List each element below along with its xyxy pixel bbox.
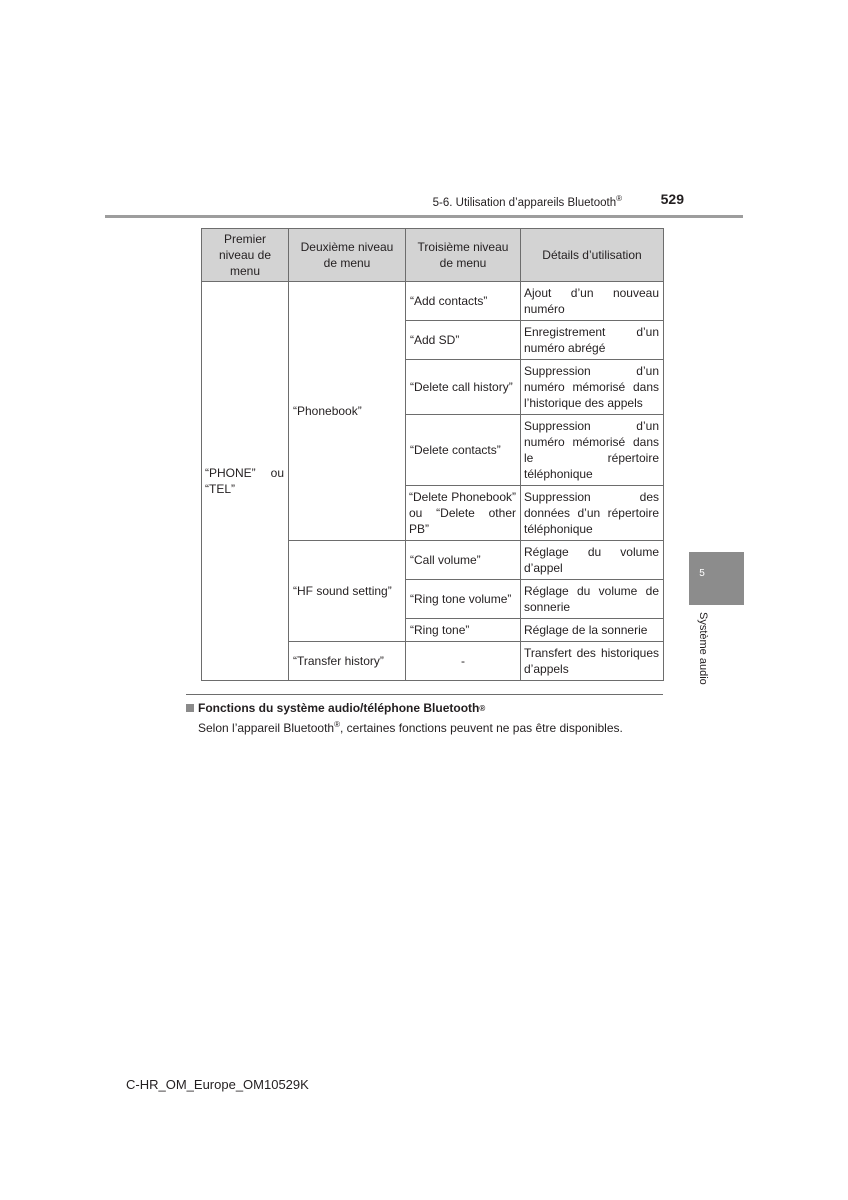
details-cell: Réglage du volume de sonnerie bbox=[521, 580, 664, 619]
column-header-first-level: Premier niveau de menu bbox=[202, 229, 289, 282]
page-number: 529 bbox=[660, 191, 684, 207]
details-cell: Réglage de la sonnerie bbox=[521, 619, 664, 642]
details-cell: Ajout d’un nouveau numéro bbox=[521, 282, 664, 321]
details-cell: Réglage du volume d’appel bbox=[521, 541, 664, 580]
section-paragraph bbox=[198, 720, 623, 735]
third-level-cell: “Add SD” bbox=[406, 321, 521, 360]
third-level-cell: “Call volume” bbox=[406, 541, 521, 580]
header-divider bbox=[105, 215, 743, 218]
column-header-second-level: Deuxième niveau de menu bbox=[289, 229, 406, 282]
details-cell: Transfert des historiques d’appels bbox=[521, 642, 664, 681]
registered-mark: ® bbox=[616, 194, 622, 203]
details-cell: Suppression d’un numéro mémorisé dans l’historique des appels bbox=[521, 360, 664, 415]
table-row bbox=[202, 282, 664, 321]
registered-mark: ® bbox=[334, 720, 341, 729]
third-level-cell: “Ring tone volume” bbox=[406, 580, 521, 619]
second-level-cell: “Phonebook” bbox=[289, 282, 406, 541]
section-text-before: Selon l’appareil Bluetooth bbox=[198, 721, 335, 735]
chapter-number: 5 bbox=[699, 568, 705, 579]
column-header-third-level: Troisième niveau de menu bbox=[406, 229, 521, 282]
third-level-cell: - bbox=[406, 642, 521, 681]
third-level-cell: “Ring tone” bbox=[406, 619, 521, 642]
column-header-details: Détails d’utilisation bbox=[521, 229, 664, 282]
details-cell: Suppression des données d’un répertoire téléphonique bbox=[521, 486, 664, 541]
third-level-cell: “Add contacts” bbox=[406, 282, 521, 321]
section-heading bbox=[186, 701, 485, 715]
section-text-after: , certaines fonctions peuvent ne pas être disponibles. bbox=[340, 721, 623, 735]
registered-mark: ® bbox=[479, 703, 486, 713]
table-header-row bbox=[202, 229, 664, 282]
table-divider bbox=[186, 694, 663, 695]
footer-code: C-HR_OM_Europe_OM10529K bbox=[126, 1077, 309, 1092]
third-level-cell: “Delete call history” bbox=[406, 360, 521, 415]
details-cell: Suppression d’un numéro mémorisé dans le répertoire téléphonique bbox=[521, 415, 664, 486]
square-bullet-icon bbox=[186, 704, 194, 712]
first-level-cell: “PHONE” ou “TEL” bbox=[202, 282, 289, 681]
chapter-tab bbox=[689, 552, 744, 605]
third-level-cell: “Delete Phonebook” ou “Delete other PB” bbox=[406, 486, 521, 541]
third-level-cell: “Delete contacts” bbox=[406, 415, 521, 486]
header-section-title: 5-6. Utilisation d’appareils Bluetooth bbox=[432, 196, 617, 209]
details-cell: Enregistrement d’un numéro abrégé bbox=[521, 321, 664, 360]
chapter-label: Système audio bbox=[697, 612, 709, 685]
running-header bbox=[340, 194, 622, 209]
menu-table bbox=[201, 228, 664, 681]
second-level-cell: “Transfer history” bbox=[289, 642, 406, 681]
second-level-cell: “HF sound setting” bbox=[289, 541, 406, 642]
section-heading-text: Fonctions du système audio/téléphone Bluetooth bbox=[198, 701, 480, 715]
